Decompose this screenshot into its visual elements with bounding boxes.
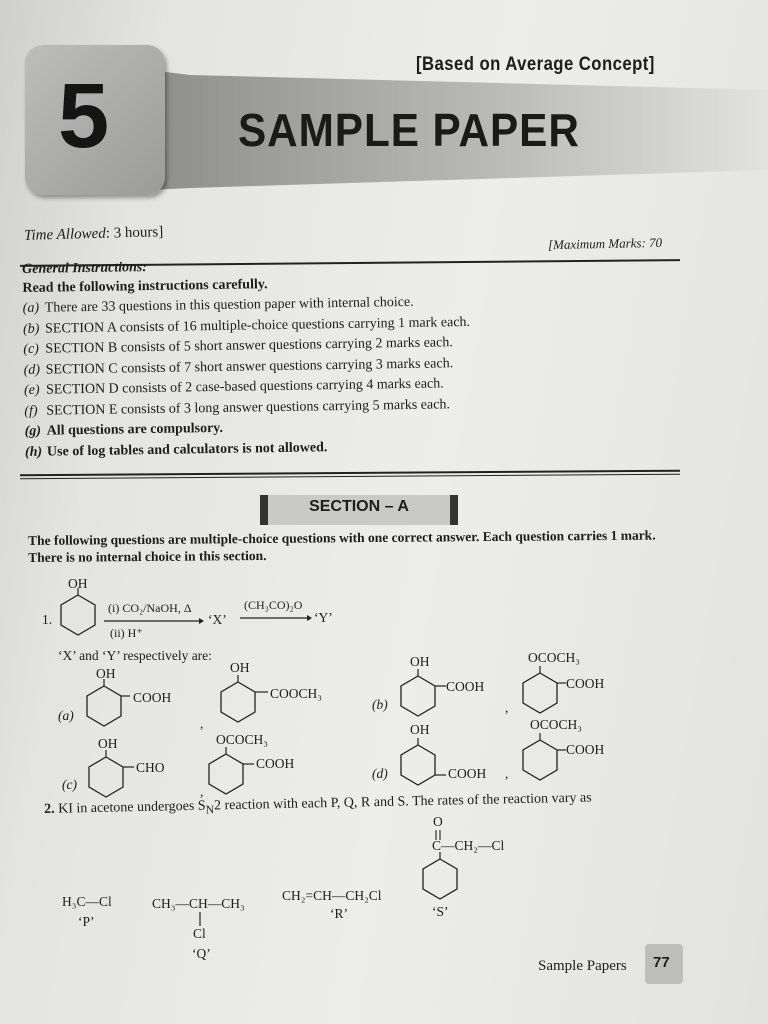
- substituent-label: OH: [98, 736, 118, 751]
- reagent-bottom: (ii) H⁺: [110, 626, 143, 640]
- instruction-item: (a) There are 33 questions in this question paper with internal choice.: [22, 294, 414, 316]
- footer-label: Sample Papers: [538, 958, 627, 974]
- compound-label: ‘Q’: [192, 946, 211, 961]
- option-marker: (b): [372, 697, 388, 712]
- question-number: 1.: [42, 612, 53, 627]
- general-instructions: [22, 251, 705, 463]
- separator: ,: [505, 766, 509, 781]
- reaction-arrow-icon: [240, 614, 312, 622]
- reaction-arrow-icon: [104, 617, 204, 625]
- compound-label: ‘S’: [432, 904, 449, 919]
- separator: ,: [200, 784, 204, 799]
- reagent-top: (i) CO₂/NaOH, Δ: [108, 601, 192, 615]
- instruction-item: (c) SECTION B consists of 5 short answer questions carrying 2 marks each.: [23, 335, 453, 357]
- product-y: ‘Y’: [314, 610, 333, 625]
- substituent-label: COOH: [256, 756, 295, 771]
- benzene-ring-icon: [206, 751, 258, 797]
- substituent-label: OH: [410, 654, 430, 669]
- benzene-ring-icon: [420, 856, 460, 902]
- page-number: 77: [653, 954, 670, 971]
- compound-label: ‘P’: [78, 914, 95, 929]
- substituent-label: COOH: [566, 676, 605, 691]
- separator: ,: [505, 700, 509, 715]
- substituent-label: O: [433, 814, 443, 829]
- substituent-label: CHO: [136, 760, 165, 775]
- page-title: SAMPLE PAPER: [238, 104, 580, 156]
- substituent-label: OH: [410, 722, 430, 737]
- benzene-ring-icon: [398, 742, 450, 788]
- substituent-label: OCOCH₃: [216, 732, 268, 747]
- benzene-ring-icon: [218, 679, 272, 725]
- instructions-subheading: Read the following instructions carefully.: [22, 277, 268, 296]
- time-allowed: Time Allowed: 3 hours]: [23, 224, 164, 244]
- question-text: 2. KI in acetone undergoes $S_N2$ reaction with each P, Q, R and S. The rates of the reaction vary as: [44, 790, 592, 817]
- instruction-item: (f) SECTION E consists of 3 long answer questions carrying 5 marks each.: [24, 396, 450, 419]
- question-stem: ‘X’ and ‘Y’ respectively are:: [58, 648, 212, 663]
- bond-line: [198, 912, 202, 926]
- option-marker: (d): [372, 766, 388, 781]
- instruction-item: (d) SECTION C consists of 7 short answer questions carrying 3 marks each.: [23, 355, 454, 378]
- compound-q: CH₃—CH—CH₃: [152, 896, 245, 911]
- substituent-label: OH: [230, 660, 250, 675]
- instruction-item: (e) SECTION D consists of 2 case-based questions carrying 4 marks each.: [23, 376, 444, 398]
- compound-s-chain: C—CH₂—Cl: [432, 838, 505, 853]
- option-marker: (a): [58, 708, 74, 723]
- substituent-label: COOH: [566, 742, 605, 757]
- section-title: SECTION – A: [309, 498, 409, 515]
- substituent-label: Cl: [193, 926, 206, 941]
- maximum-marks: [Maximum Marks: 70: [547, 234, 663, 253]
- benzene-ring-icon: [398, 673, 450, 719]
- section-intro: The following questions are multiple-choice questions with one correct answer. Each question carries 1 mark. There is no internal choice in this section.: [28, 527, 656, 565]
- separator: ,: [200, 716, 204, 731]
- instruction-item: (b) SECTION A consists of 16 multiple-choice questions carrying 1 mark each.: [22, 314, 471, 337]
- benzene-ring-icon: [86, 754, 136, 800]
- reagent-second: (CH₃CO)₂O: [244, 598, 303, 612]
- benzene-ring-icon: [520, 670, 568, 716]
- instructions-heading: General Instructions:: [22, 260, 148, 277]
- substituent-label: COOCH₃: [270, 686, 322, 701]
- substituent-label: OCOCH₃: [530, 717, 582, 732]
- benzene-ring-icon: [84, 683, 132, 729]
- divider-bottom: [20, 470, 680, 480]
- substituent-label: OH: [96, 666, 116, 681]
- instruction-item: (g) All questions are compulsory.: [24, 420, 224, 439]
- instruction-item: (h) Use of log tables and calculators is not allowed.: [24, 439, 328, 460]
- substituent-label: OH: [68, 576, 88, 591]
- option-marker: (c): [62, 777, 77, 792]
- paper-number: 5: [58, 65, 110, 167]
- compound-r: CH₂=CH—CH₂Cl: [282, 888, 382, 903]
- product-x: ‘X’: [208, 612, 227, 627]
- concept-tag: [Based on Average Concept]: [416, 54, 655, 75]
- substituent-label: OCOCH₃: [528, 650, 580, 665]
- benzene-ring-icon: [58, 592, 98, 638]
- substituent-label: COOH: [448, 766, 487, 781]
- benzene-ring-icon: [520, 737, 568, 783]
- compound-p: H₃C—Cl: [62, 894, 112, 909]
- compound-label: ‘R’: [330, 906, 348, 921]
- substituent-label: COOH: [133, 690, 172, 705]
- substituent-label: COOH: [446, 679, 485, 694]
